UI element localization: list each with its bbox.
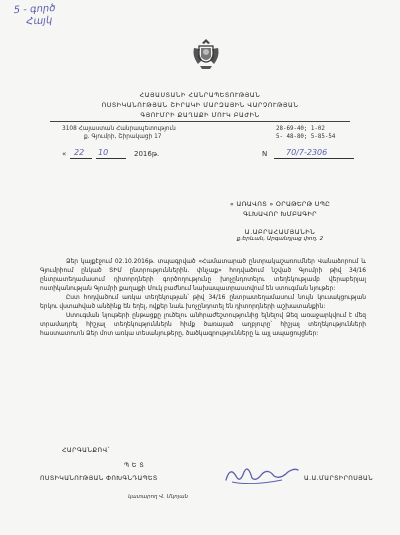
signatory-title: Պ Ե Տ: [124, 462, 145, 469]
phone-line-1: 28-69-40; 1-02: [276, 126, 325, 132]
date-day-underline: [70, 158, 92, 159]
date-month: 10: [98, 148, 109, 157]
date-year: 2016թ.: [134, 150, 160, 158]
phone-numbers: [276, 125, 335, 141]
date-open-quote: «: [62, 150, 67, 158]
header-line-2: ՈՍՏԻԿԱՆՈՒԹՅԱՆ ՇԻՐԱԿԻ ՄԱՐԶԱՅԻՆ ՎԱՐՉՈՒԹՅԱՆ: [101, 102, 299, 109]
coat-of-arms-icon: [188, 36, 224, 72]
letter-number-underline: [274, 158, 354, 159]
handwritten-note: [13, 3, 56, 29]
recipient-address: ք.Երևան, Արգանդյաց փող. 2: [236, 236, 324, 242]
handwritten-signature-icon: [222, 460, 302, 490]
date-month-underline: [96, 158, 126, 159]
signatory-position: ՈՍՏԻԿԱՆՈՒԹՅԱՆ ՓՈԽԳՆԴԱՊԵՏ: [40, 475, 158, 482]
body-paragraph-2: Ըստ հոդվածում առկա տեղեկության՝ թիվ 34/16 ընտրատեղամասում նույն կուսակցության երկու վստահված անձինք են եղել, ովքեր նաև խոչընդոտել են դիտորդների աշխատանքին:: [40, 295, 366, 310]
address-line-1: 3108 Հայաստան Հանրապետություն: [62, 126, 176, 132]
closing-phrase: ՀԱՐԳԱՆՔՈՎ՝: [62, 447, 110, 454]
date-day: 22: [74, 148, 85, 157]
letter-body: [40, 258, 366, 339]
recipient-name: Ա.ԱԲՐԱՀԱՄՅԱՆԻՆ: [244, 228, 316, 236]
executor-note: կատարող Վ. Մկոյան: [128, 494, 188, 500]
recipient-organization: « ԱՌԱՎՈՏ » ՕՐԱԹԵՐԹ ՍՊԸ: [229, 200, 331, 208]
handwritten-note-line-2: Հայկ: [26, 15, 53, 28]
body-paragraph-1: Ձեր կայքէջում 02.10.2016թ. տպագրված «Համատարած ընտրակաշառումներ Վանաձորում և Գյումրիում ընկած ՏԻՄ ընտրություններին. փնչաք» հոդվածում նշված Գյումրի թիվ 34/16 ընտրատեղամասում դիտորդների գործողությունը խոչընդոտելու տեղեկությամբ վերաբերյալ ոստիկանության Գյումրի քաղաքի Մուկ բաժնում նախապատրաստվում են ստուգման նյութեր:: [40, 259, 366, 292]
signatory-name: Ա.Ա.ՄԱՐՏԻՐՈՍՅԱՆ: [304, 475, 374, 482]
body-paragraph-3: Ստուգման նյութերի ընթացքը լուծելու անհրաժեշտությունից ելնելով Ձեզ առաջարկվում է մեզ տրամադրել հիշյալ տեղեկություններն հիմք ծառայած աղբյուրը՝ հիշյալ տեղեկությունների հաստատուոն Ձեր մոտ առկա տեսանյութերը, ծածկագրությունները և այլ ապացույցներ:: [40, 313, 366, 337]
letter-number-value: 70/7-2306: [286, 148, 328, 157]
header-line-3: ԳՅՈՒՄՐԻ ՔԱՂԱՔԻ ՄՈՒԿ ԲԱԺԻՆ: [140, 112, 260, 119]
address-line-2: ք. Գյումրի, Շիրակացի 17: [84, 134, 162, 140]
header-line-1: ՀԱՅԱՍՏԱՆԻ ՀԱՆՐԱՊԵՏՈՒԹՅԱՆ: [139, 92, 261, 99]
phone-line-2: 5- 48-80; 5-85-54: [276, 134, 336, 140]
handwritten-note-line-1: 5 - գործ: [13, 2, 56, 17]
header-divider: [50, 121, 350, 122]
recipient-position: ԳԼԽԱՎՈՐ ԽՄԲԱԳԻՐ: [243, 210, 317, 218]
letter-number-label: N: [262, 150, 268, 158]
